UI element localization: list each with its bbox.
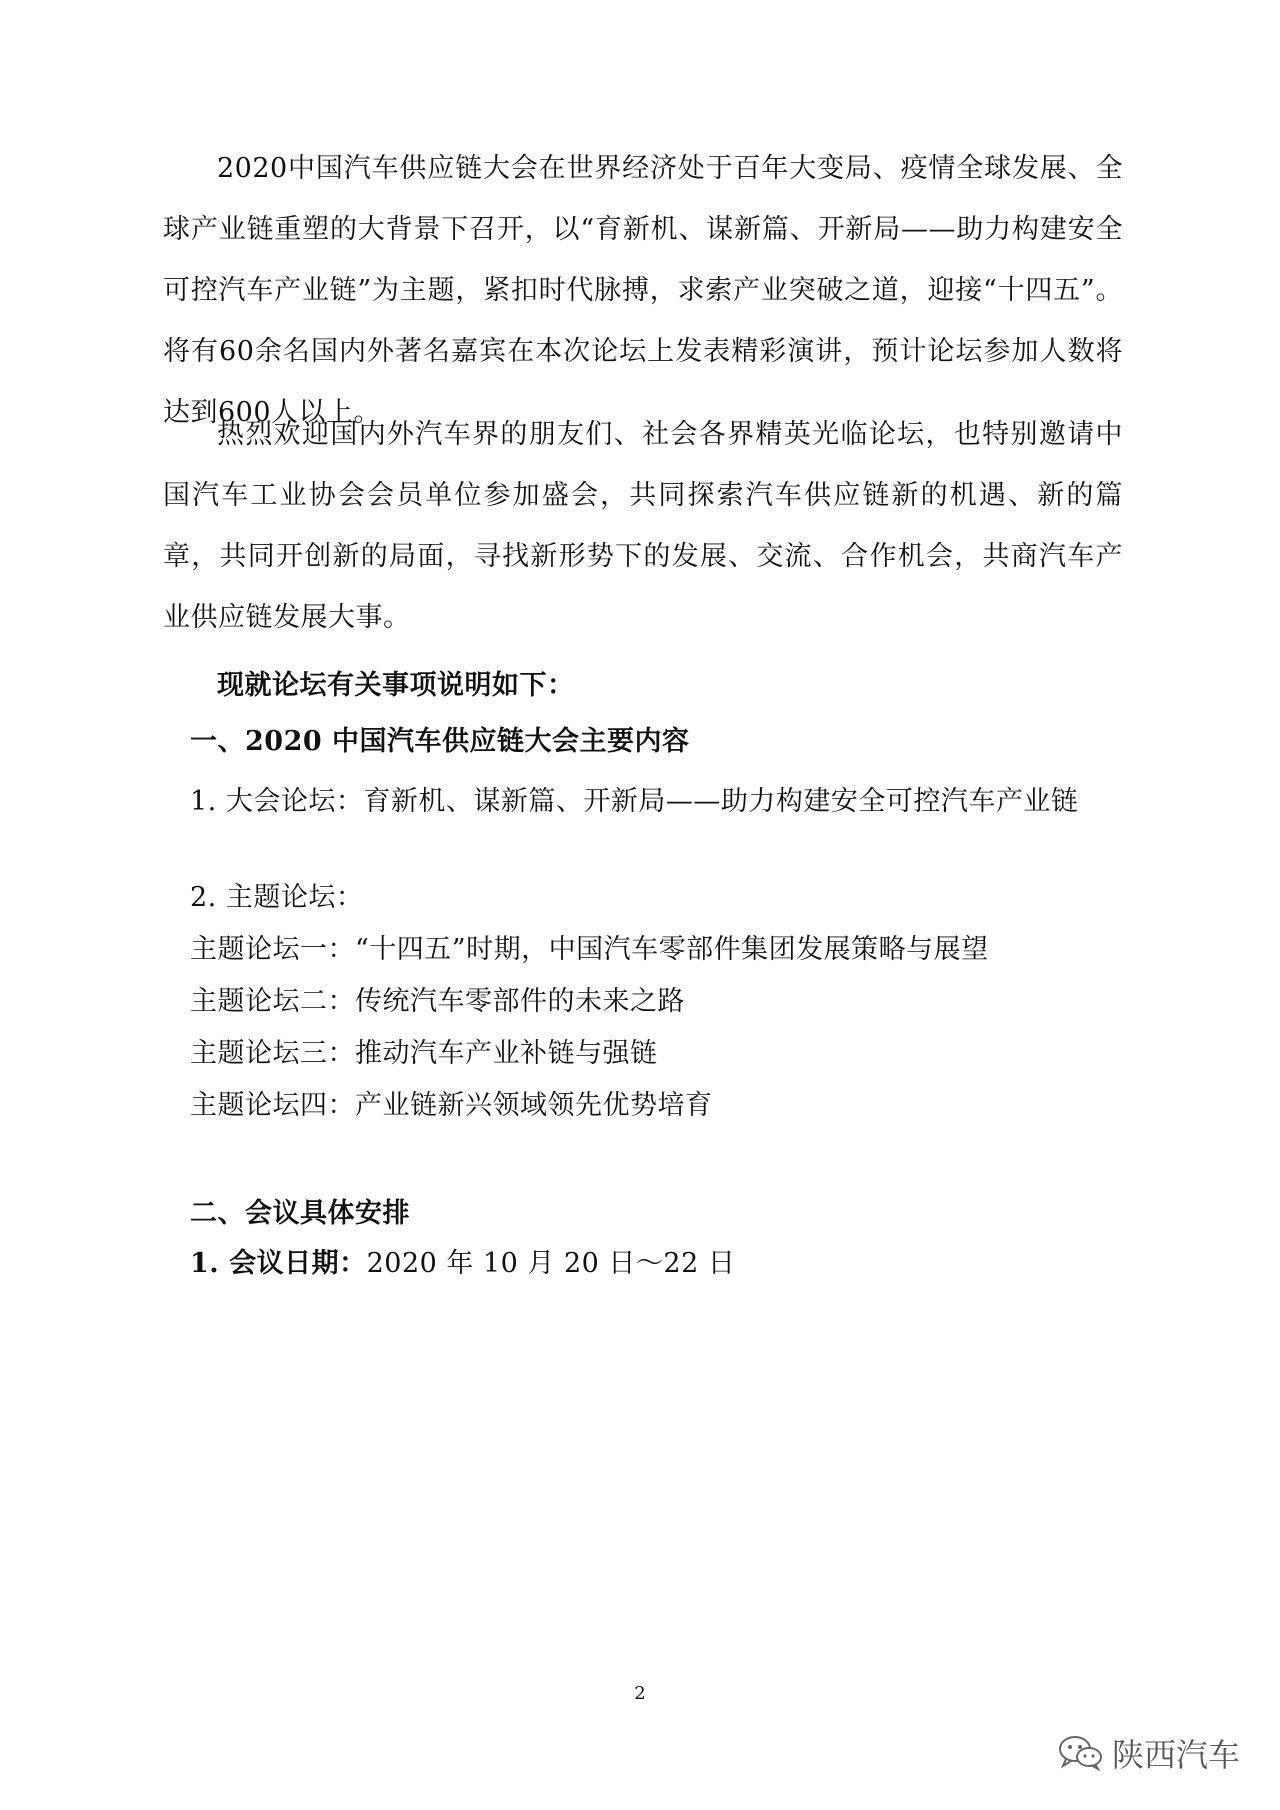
welcome-paragraph: 热烈欢迎国内外汽车界的朋友们、社会各界精英光临论坛，也特别邀请中国汽车工业协会会员单位参加盛会，共同探索汽车供应链新的机遇、新的篇章，共同开创新的局面，寻找新形势下的发展、交流、合作机会，共商汽车产业供应链发展大事。 — [163, 419, 1123, 633]
watermark — [1058, 1730, 1240, 1776]
page-number: 2 — [634, 1683, 646, 1704]
meeting-date-value: 2020 年 10 月 20 日～22 日 — [366, 1248, 736, 1279]
section1-heading: 一、2020 中国汽车供应链大会主要内容 — [190, 726, 690, 757]
forum-item-4: 主题论坛四：产业链新兴领域领先优势培育 — [190, 1090, 713, 1121]
notice-heading: 现就论坛有关事项说明如下： — [217, 670, 575, 701]
forum-item-3: 主题论坛三：推动汽车产业补链与强链 — [190, 1038, 658, 1069]
section1-item1: 1. 大会论坛：育新机、谋新篇、开新局——助力构建安全可控汽车产业链 — [190, 786, 1079, 817]
forum-item-2: 主题论坛二：传统汽车零部件的未来之路 — [190, 986, 685, 1017]
wechat-icon — [1058, 1735, 1104, 1771]
meeting-date-label: 1. 会议日期： — [190, 1248, 367, 1279]
section2-heading: 二、会议具体安排 — [190, 1198, 410, 1229]
watermark-text: 陕西汽车 — [1111, 1736, 1240, 1774]
intro-paragraph: 2020中国汽车供应链大会在世界经济处于百年大变局、疫情全球发展、全球产业链重塑的大背景下召开，以“育新机、谋新篇、开新局——助力构建安全可控汽车产业链”为主题，紧扣时代脉搏，求索产业突破之道，迎接“十四五”。将有60余名国内外著名嘉宾在本次论坛上发表精彩演讲，预计论坛参加人数将达到600人以上。 — [163, 153, 1123, 428]
meeting-date — [190, 1244, 735, 1284]
section1-item2: 2. 主题论坛： — [190, 882, 364, 913]
forum-item-1: 主题论坛一：“十四五”时期，中国汽车零部件集团发展策略与展望 — [190, 934, 989, 965]
